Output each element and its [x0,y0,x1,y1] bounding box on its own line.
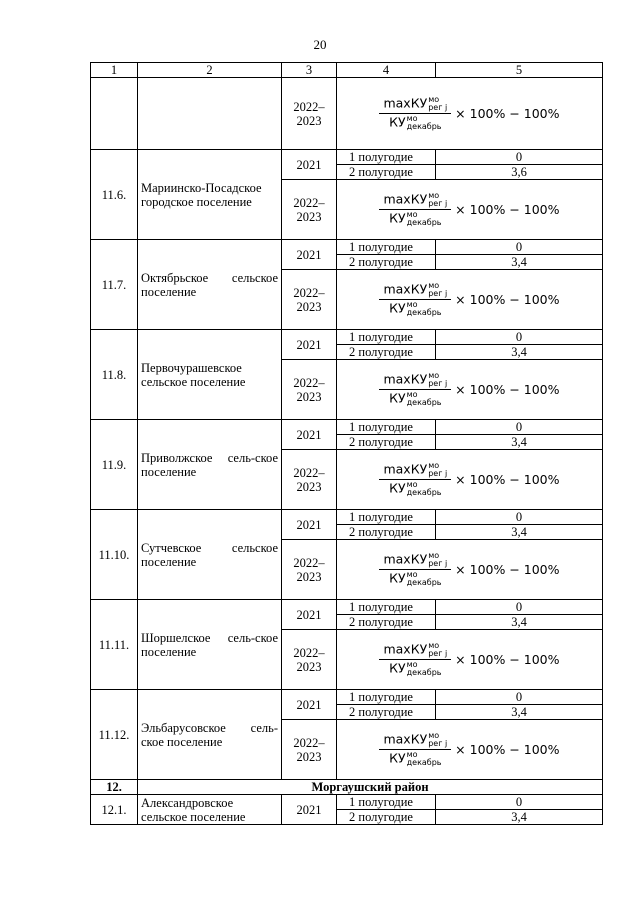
half-year-value: 0 [436,330,603,345]
year-cell: 2021 [282,330,337,360]
half-year-value: 0 [436,240,603,255]
numerator-text: maxКУ [383,281,428,297]
col-header-2: 2 [138,63,282,78]
year-cell: 2021 [282,240,337,270]
numerator-sub: рег j [428,649,448,658]
numerator-text: maxКУ [383,551,428,567]
year-cell: 2021 [282,510,337,540]
fraction-numerator [379,642,451,660]
fraction-denominator [385,300,445,317]
formula-cell [337,630,603,690]
fraction [379,552,451,587]
formula-multiplier: × 100% − 100% [455,291,560,307]
fraction-denominator [385,210,445,227]
numerator-sup: мо [428,191,440,200]
years-cell: 2022– 2023 [282,540,337,600]
formula [340,192,599,227]
col-header-5: 5 [436,63,603,78]
fraction [379,462,451,497]
fraction-numerator [379,282,451,300]
denominator-text: КУ [389,660,406,676]
fraction [379,96,451,131]
denominator-sub: декабрь [406,488,442,497]
table-row [91,690,603,705]
half-year-label: 2 полугодие [337,435,436,450]
half-year-label: 2 полугодие [337,165,436,180]
half-year-label: 1 полугодие [337,795,436,810]
year-cell: 2021 [282,420,337,450]
denominator-sub: декабрь [406,308,442,317]
settlement-name: Мариинско-Посадское городское поселение [138,150,282,240]
section-title: Моргаушский район [138,780,603,795]
formula [340,732,599,767]
half-year-label: 2 полугодие [337,525,436,540]
fraction-numerator [379,462,451,480]
rates-table [90,62,603,825]
denominator-text: КУ [389,570,406,586]
numerator-sub: рег j [428,379,448,388]
formula-multiplier: × 100% − 100% [455,561,560,577]
row-number: 11.7. [91,240,138,330]
settlement-name: Эльбарусовское сель-ское поселение [138,690,282,780]
table-row [91,150,603,165]
numerator-text: maxКУ [383,641,428,657]
half-year-label: 1 полугодие [337,330,436,345]
year-cell: 2021 [282,150,337,180]
row-number [91,78,138,150]
years-cell: 2022– 2023 [282,360,337,420]
settlement-name: Приволжское сель-ское поселение [138,420,282,510]
row-number: 11.10. [91,510,138,600]
denominator-sub: декабрь [406,578,442,587]
denominator-text: КУ [389,750,406,766]
table-row [91,510,603,525]
settlement-name: Шоршелское сель-ское поселение [138,600,282,690]
formula [340,642,599,677]
formula-cell [337,450,603,510]
denominator-sub: декабрь [406,758,442,767]
half-year-label: 2 полугодие [337,615,436,630]
numerator-text: maxКУ [383,461,428,477]
page-number: 20 [313,37,327,52]
table-row [91,240,603,255]
denominator-sup: мо [406,300,418,309]
years-cell: 2022– 2023 [282,630,337,690]
years-cell: 2022– 2023 [282,180,337,240]
half-year-label: 1 полугодие [337,510,436,525]
formula-cell [337,78,603,150]
numerator-sub: рег j [428,739,448,748]
numerator-text: maxКУ [383,95,428,111]
formula-multiplier: × 100% − 100% [455,741,560,757]
numerator-sup: мо [428,641,440,650]
formula-multiplier: × 100% − 100% [455,381,560,397]
col-header-3: 3 [282,63,337,78]
half-year-value: 0 [436,600,603,615]
denominator-text: КУ [389,210,406,226]
half-year-label: 2 полугодие [337,345,436,360]
formula-cell [337,270,603,330]
row-number: 11.6. [91,150,138,240]
formula-cell [337,540,603,600]
numerator-sub: рег j [428,199,448,208]
half-year-label: 2 полугодие [337,255,436,270]
denominator-sup: мо [406,660,418,669]
fraction-numerator [379,372,451,390]
year-cell: 2021 [282,690,337,720]
fraction-denominator [385,114,445,131]
denominator-sup: мо [406,570,418,579]
col-header-1: 1 [91,63,138,78]
settlement-name: Александровское сельское поселение [138,795,282,825]
numerator-sup: мо [428,461,440,470]
years-cell: 2022– 2023 [282,78,337,150]
half-year-label: 1 полугодие [337,690,436,705]
denominator-sub: декабрь [406,218,442,227]
numerator-text: maxКУ [383,191,428,207]
fraction [379,282,451,317]
continuation-row [91,78,603,150]
numerator-sub: рег j [428,469,448,478]
settlement-name: Октябрьское сельское поселение [138,240,282,330]
half-year-value: 3,4 [436,525,603,540]
numerator-sup: мо [428,551,440,560]
numerator-sup: мо [428,95,440,104]
half-year-value: 3,4 [436,255,603,270]
numerator-sub: рег j [428,559,448,568]
half-year-value: 0 [436,420,603,435]
formula [340,96,599,131]
fraction-numerator [379,96,451,114]
years-cell: 2022– 2023 [282,720,337,780]
half-year-value: 3,6 [436,165,603,180]
fraction [379,372,451,407]
fraction [379,732,451,767]
fraction-numerator [379,192,451,210]
numerator-sub: рег j [428,289,448,298]
formula [340,372,599,407]
numerator-text: maxКУ [383,731,428,747]
fraction-denominator [385,480,445,497]
formula-multiplier: × 100% − 100% [455,651,560,667]
settlement-name [138,78,282,150]
denominator-sup: мо [406,114,418,123]
denominator-text: КУ [389,114,406,130]
col-header-4: 4 [337,63,436,78]
row-number: 11.8. [91,330,138,420]
settlement-name: Сутчевское сельское поселение [138,510,282,600]
denominator-sup: мо [406,750,418,759]
fraction-denominator [385,660,445,677]
half-year-label: 1 полугодие [337,420,436,435]
formula-multiplier: × 100% − 100% [455,201,560,217]
section-number: 12. [91,780,138,795]
denominator-sup: мо [406,390,418,399]
denominator-text: КУ [389,390,406,406]
half-year-value: 0 [436,690,603,705]
half-year-value: 3,4 [436,705,603,720]
row-number: 11.9. [91,420,138,510]
row-number: 12.1. [91,795,138,825]
numerator-sup: мо [428,281,440,290]
year-cell: 2021 [282,795,337,825]
half-year-value: 0 [436,795,603,810]
formula-cell [337,360,603,420]
denominator-sup: мо [406,210,418,219]
fraction [379,642,451,677]
half-year-value: 0 [436,510,603,525]
half-year-label: 2 полугодие [337,705,436,720]
column-header-row [91,63,603,78]
section-row [91,780,603,795]
half-year-label: 1 полугодие [337,240,436,255]
year-cell: 2021 [282,600,337,630]
years-cell: 2022– 2023 [282,270,337,330]
table-row [91,420,603,435]
half-year-value: 0 [436,150,603,165]
formula-cell [337,180,603,240]
numerator-sup: мо [428,731,440,740]
half-year-value: 3,4 [436,810,603,825]
denominator-sup: мо [406,480,418,489]
table-row [91,600,603,615]
denominator-sub: декабрь [406,668,442,677]
numerator-text: maxКУ [383,371,428,387]
half-year-label: 2 полугодие [337,810,436,825]
numerator-sup: мо [428,371,440,380]
fraction-denominator [385,750,445,767]
table-row [91,330,603,345]
row-number: 11.12. [91,690,138,780]
table-row [91,795,603,810]
formula-cell [337,720,603,780]
half-year-label: 1 полугодие [337,600,436,615]
fraction-numerator [379,552,451,570]
half-year-label: 1 полугодие [337,150,436,165]
fraction-numerator [379,732,451,750]
numerator-sub: рег j [428,103,448,112]
row-number: 11.11. [91,600,138,690]
formula-multiplier: × 100% − 100% [455,471,560,487]
settlement-name: Первочурашевское сельское поселение [138,330,282,420]
years-cell: 2022– 2023 [282,450,337,510]
denominator-text: КУ [389,480,406,496]
fraction-denominator [385,570,445,587]
half-year-value: 3,4 [436,435,603,450]
half-year-value: 3,4 [436,345,603,360]
denominator-text: КУ [389,300,406,316]
denominator-sub: декабрь [406,122,442,131]
formula [340,552,599,587]
formula [340,462,599,497]
denominator-sub: декабрь [406,398,442,407]
half-year-value: 3,4 [436,615,603,630]
formula [340,282,599,317]
fraction-denominator [385,390,445,407]
formula-multiplier: × 100% − 100% [455,105,560,121]
fraction [379,192,451,227]
